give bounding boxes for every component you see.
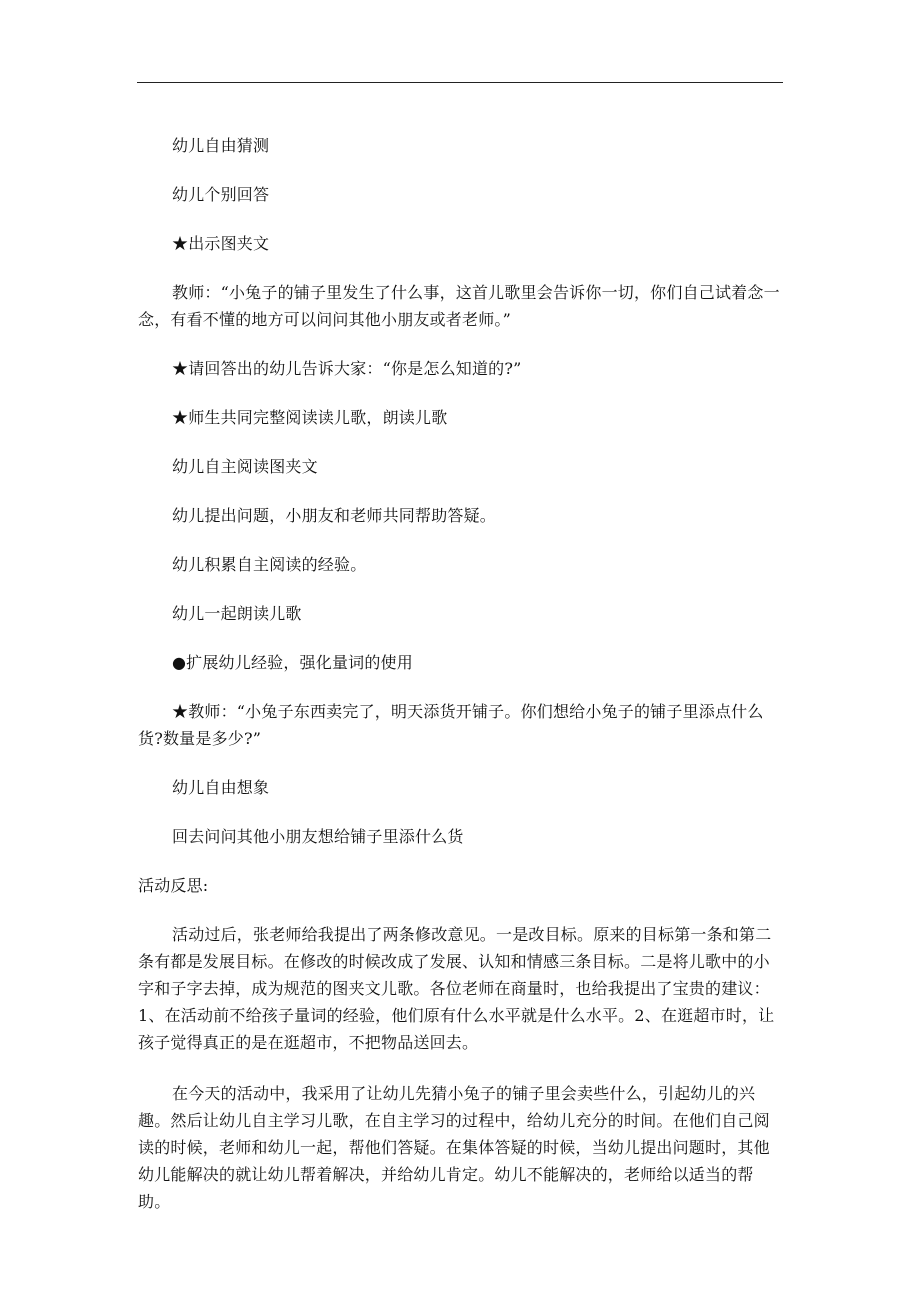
paragraph-teacher-restock: ★教师：“小兔子东西卖完了，明天添货开铺子。你们想给小兔子的铺子里添点什么货?数量是多少?” [138, 702, 764, 748]
paragraph-teacher-prompt: 教师：“小兔子的铺子里发生了什么事，这首儿歌里会告诉你一切，你们自己试着念一念，有看不懂的地方可以问问其他小朋友或者老师。” [138, 283, 780, 329]
paragraph-read-aloud: 幼儿一起朗读儿歌 [172, 604, 302, 623]
paragraph-read-together: ★师生共同完整阅读读儿歌，朗读儿歌 [172, 408, 448, 427]
paragraph-show-picture-text: ★出示图夹文 [172, 234, 270, 253]
reflection-heading: 活动反思: [138, 876, 209, 895]
paragraph-experience: 幼儿积累自主阅读的经验。 [172, 555, 367, 574]
document-body [138, 132, 784, 1237]
header-rule [137, 82, 783, 83]
paragraph-self-reading: 幼儿自主阅读图夹文 [172, 457, 318, 476]
paragraph-ask-others: 回去问问其他小朋友想给铺子里添什么货 [172, 827, 464, 846]
paragraph-extend-experience: ●扩展幼儿经验，强化量词的使用 [172, 653, 413, 672]
paragraph-questions: 幼儿提出问题，小朋友和老师共同帮助答疑。 [172, 506, 497, 525]
reflection-paragraph-2: 在今天的活动中，我采用了让幼儿先猜小兔子的铺子里会卖些什么，引起幼儿的兴趣。然后让幼儿自主学习儿歌，在自主学习的过程中，给幼儿充分的时间。在他们自己阅读的时候，老师和幼儿一起，帮他们答疑。在集体答疑的时候，当幼儿提出问题时，其他幼儿能解决的就让幼儿帮着解决，并给幼儿肯定。幼儿不能解决的，老师给以适当的帮助。 [138, 1084, 770, 1211]
paragraph-ask-how-known: ★请回答出的幼儿告诉大家：“你是怎么知道的?” [172, 359, 522, 378]
paragraph-individual-answer: 幼儿个别回答 [172, 185, 270, 204]
paragraph-free-imagination: 幼儿自由想象 [172, 778, 270, 797]
paragraph-guess: 幼儿自由猜测 [172, 136, 270, 155]
reflection-paragraph-1: 活动过后，张老师给我提出了两条修改意见。一是改目标。原来的目标第一条和第二条有都是发展目标。在修改的时候改成了发展、认知和情感三条目标。二是将儿歌中的小字和子字去掉，成为规范的图夹文儿歌。各位老师在商量时，也给我提出了宝贵的建议：1、在活动前不给孩子量词的经验，他们原有什么水平就是什么水平。2、在逛超市时，让孩子觉得真正的是在逛超市，不把物品送回去。 [138, 925, 775, 1052]
